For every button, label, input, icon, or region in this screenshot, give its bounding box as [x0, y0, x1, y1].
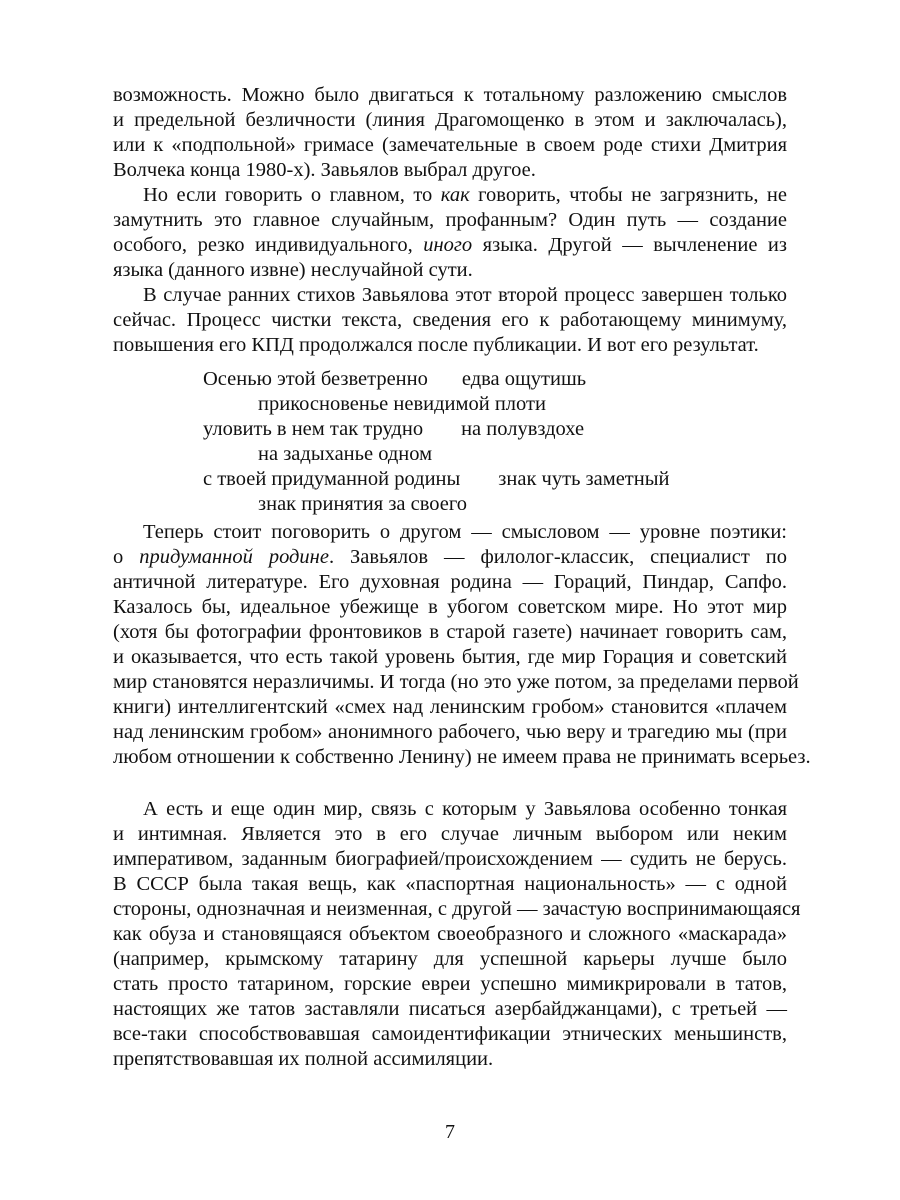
poem-quote: [203, 367, 763, 517]
text-line: над ленинским гробом» анонимного рабочего, чью веру и трагедию мы (при: [113, 721, 787, 743]
poem-line: [203, 417, 763, 442]
poem-segment: на полувздохе: [461, 418, 585, 440]
poem-segment: знак чуть заметный: [498, 468, 670, 490]
text-segment: Но если говорить о главном, то: [143, 184, 441, 206]
text-line: возможность. Можно было двигаться к тотальному разложению смыслов: [113, 84, 787, 106]
text-segment: о: [113, 546, 140, 568]
poem-segment: Осенью этой безветренно: [203, 368, 428, 390]
text-line: все-таки способствовавшая самоидентификации этнических меньшинств,: [113, 1023, 787, 1045]
text-line: А есть и еще один мир, связь с которым у Завьялова особенно тонкая: [143, 798, 787, 820]
text-line: (хотя бы фотографии фронтовиков в старой газете) начинает говорить сам,: [113, 621, 787, 643]
paragraph-4: [113, 520, 811, 770]
text-line: [113, 545, 787, 570]
poem-line: [203, 467, 763, 492]
poem-line: [203, 367, 763, 392]
text-line: императивом, заданным биографией/происхождением — судить не берусь.: [113, 848, 787, 870]
text-line: стороны, однозначная и неизменная, с другой — зачастую воспринимающаяся: [113, 898, 801, 920]
poem-line: знак принятия за своего: [258, 493, 468, 515]
emphasis-text: иного: [423, 234, 473, 256]
text-line: и оказывается, что есть такой уровень бытия, где мир Горация и советский: [113, 646, 787, 668]
text-line: античной литературе. Его духовная родина — Гораций, Пиндар, Сапфо.: [113, 571, 787, 593]
paragraph-3: [113, 283, 787, 358]
text-line: сейчас. Процесс чистки текста, сведения его к работающему минимуму,: [113, 309, 787, 331]
text-line: [113, 233, 787, 258]
text-line: или к «подпольной» гримасе (замечательные в своем роде стихи Дмитрия: [113, 134, 787, 156]
text-line: настоящих же татов заставляли писаться азербайджанцами), с третьей —: [113, 998, 787, 1020]
text-line: и предельной безличности (линия Драгомощенко в этом и заключалась),: [113, 109, 787, 131]
text-line: Волчека конца 1980-х). Завьялов выбрал другое.: [113, 159, 536, 181]
text-line: замутнить это главное случайным, профанным? Один путь — создание: [113, 209, 787, 231]
text-line: [113, 183, 787, 208]
poem-line: на задыханье одном: [258, 443, 433, 465]
poem-segment: с твоей придуманной родины: [203, 468, 461, 490]
paragraph-5: [113, 797, 801, 1072]
text-line: языка (данного извне) неслучайной сути.: [113, 259, 473, 281]
text-segment: особого, резко индивидуального,: [113, 234, 424, 256]
text-line: В случае ранних стихов Завьялова этот второй процесс завершен только: [143, 284, 787, 306]
text-line: (например, крымскому татарину для успешной карьеры лучше было: [113, 948, 787, 970]
text-line: мир становятся неразличимы. И тогда (но это уже потом, за пределами первой: [113, 671, 799, 693]
poem-segment: едва ощутишь: [461, 368, 587, 390]
emphasis-text: как: [440, 184, 470, 206]
text-line: Теперь стоит поговорить о другом — смысловом — уровне поэтики:: [143, 521, 787, 543]
poem-segment: уловить в нем так трудно: [203, 418, 424, 440]
text-line: повышения его КПД продолжался после публикации. И вот его результат.: [113, 334, 759, 356]
text-line: любом отношении к собственно Ленину) не имеем права не принимать всерьез.: [113, 746, 811, 768]
text-line: препятствовавшая их полной ассимиляции.: [113, 1048, 494, 1070]
text-segment: . Завьялов — филолог-классик, специалист по: [328, 546, 788, 568]
text-line: В СССР была такая вещь, как «паспортная национальность» — с одной: [113, 873, 787, 895]
paragraph-2: [113, 183, 787, 283]
text-line: и интимная. Является это в его случае личным выбором или неким: [113, 823, 787, 845]
emphasis-text: придуманной родине: [139, 546, 329, 568]
text-line: книги) интеллигентский «смех над ленинским гробом» становится «плачем: [113, 696, 787, 718]
text-line: Казалось бы, идеальное убежище в убогом советском мире. Но этот мир: [113, 596, 787, 618]
poem-line: прикосновенье невидимой плоти: [258, 393, 546, 415]
paragraph-1: [113, 83, 787, 183]
page-number: 7: [445, 1121, 455, 1143]
text-line: стать просто татарином, горские евреи успешно мимикрировали в татов,: [113, 973, 787, 995]
text-segment: языка. Другой — вычленение из: [472, 234, 788, 256]
text-segment: говорить, чтобы не загрязнить, не: [469, 184, 787, 206]
text-line: как обуза и становящаяся объектом своеобразного и сложного «маскарада»: [113, 923, 787, 945]
